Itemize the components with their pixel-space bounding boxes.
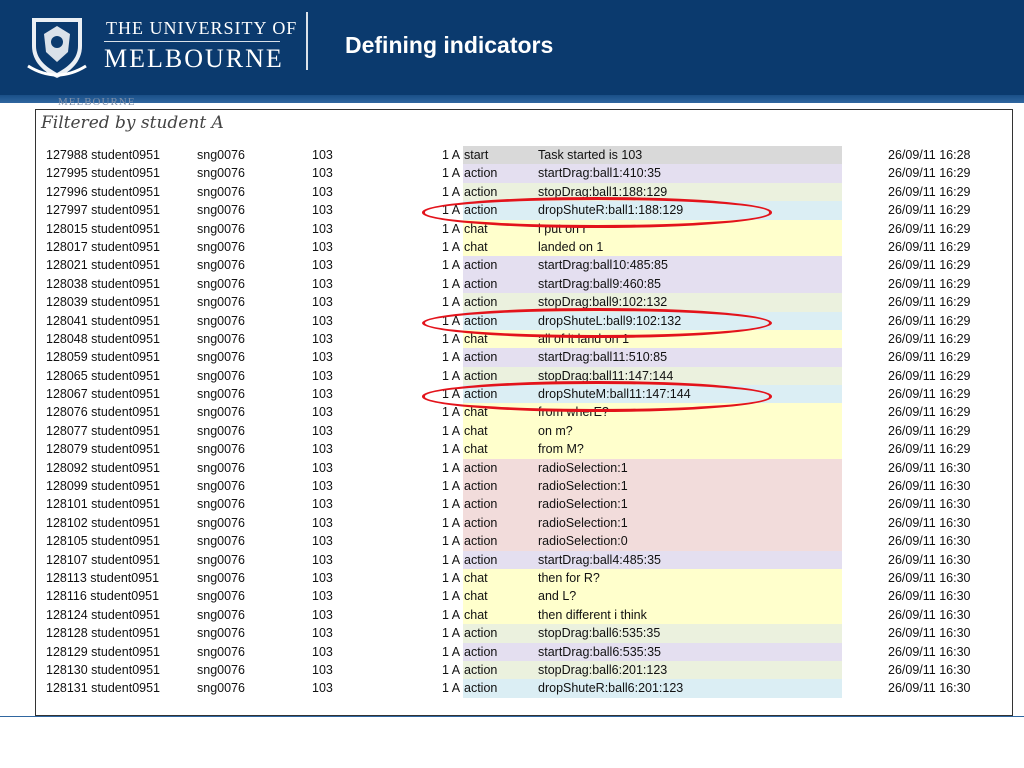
log-row — [36, 569, 1012, 587]
datetime: 26/09/11 16:30 — [888, 552, 971, 567]
row-id: 128059 student0951 — [46, 350, 160, 365]
event-text: stopDrag:ball9:102:132 — [538, 295, 668, 310]
task-number: 103 — [312, 515, 333, 530]
datetime: 26/09/11 16:29 — [888, 166, 971, 181]
log-row — [36, 220, 1012, 238]
event-type: action — [464, 460, 498, 475]
event-text: radioSelection:1 — [538, 515, 628, 530]
log-row — [36, 422, 1012, 440]
event-type: chat — [464, 607, 488, 622]
session-id: sng0076 — [197, 166, 245, 181]
group: 1 A — [442, 368, 461, 383]
log-row — [36, 256, 1012, 274]
log-row — [36, 661, 1012, 679]
event-text: and L? — [538, 589, 577, 604]
log-row — [36, 440, 1012, 458]
group: 1 A — [442, 221, 461, 236]
group: 1 A — [442, 552, 461, 567]
row-highlight — [463, 532, 842, 550]
group: 1 A — [442, 239, 461, 254]
event-text: startDrag:ball1:410:35 — [538, 166, 661, 181]
event-type: action — [464, 276, 498, 291]
task-number: 103 — [312, 203, 333, 218]
datetime: 26/09/11 16:29 — [888, 313, 971, 328]
event-text: landed on 1 — [538, 239, 604, 254]
event-type: action — [464, 515, 498, 530]
task-number: 103 — [312, 644, 333, 659]
row-highlight — [463, 477, 842, 495]
group: 1 A — [442, 460, 461, 475]
datetime: 26/09/11 16:29 — [888, 405, 971, 420]
datetime: 26/09/11 16:29 — [888, 295, 971, 310]
row-highlight — [463, 440, 842, 458]
row-highlight — [463, 403, 842, 421]
row-id: 128067 student0951 — [46, 387, 160, 402]
log-row — [36, 367, 1012, 385]
group: 1 A — [442, 534, 461, 549]
session-id: sng0076 — [197, 405, 245, 420]
session-id: sng0076 — [197, 148, 245, 162]
log-row — [36, 606, 1012, 624]
row-id: 128124 student0951 — [46, 607, 160, 622]
group: 1 A — [442, 405, 461, 420]
session-id: sng0076 — [197, 570, 245, 585]
datetime: 26/09/11 16:29 — [888, 331, 971, 346]
group: 1 A — [442, 331, 461, 346]
event-type: action — [464, 681, 498, 696]
row-id: 128079 student0951 — [46, 442, 160, 457]
group: 1 A — [442, 479, 461, 494]
datetime: 26/09/11 16:30 — [888, 515, 971, 530]
session-id: sng0076 — [197, 221, 245, 236]
group: 1 A — [442, 589, 461, 604]
session-id: sng0076 — [197, 479, 245, 494]
event-text: startDrag:ball10:485:85 — [538, 258, 668, 273]
session-id: sng0076 — [197, 681, 245, 696]
task-number: 103 — [312, 387, 333, 402]
row-id: 128113 student0951 — [46, 570, 160, 585]
datetime: 26/09/11 16:29 — [888, 276, 971, 291]
event-text: radioSelection:1 — [538, 497, 628, 512]
event-text: stopDrag:ball6:535:35 — [538, 626, 661, 641]
row-highlight — [463, 606, 842, 624]
group: 1 A — [442, 350, 461, 365]
event-text: i put on r — [538, 221, 587, 236]
event-text: from wherE? — [538, 405, 609, 420]
task-number: 103 — [312, 626, 333, 641]
session-id: sng0076 — [197, 313, 245, 328]
row-id: 128077 student0951 — [46, 423, 160, 438]
group: 1 A — [442, 442, 461, 457]
header-stripe — [0, 95, 1024, 103]
group: 1 A — [442, 313, 461, 328]
datetime: 26/09/11 16:29 — [888, 258, 971, 273]
event-type: action — [464, 662, 498, 677]
event-text: radioSelection:0 — [538, 534, 628, 549]
footer-line — [0, 716, 1024, 717]
session-id: sng0076 — [197, 515, 245, 530]
group: 1 A — [442, 387, 461, 402]
event-type: action — [464, 644, 498, 659]
task-number: 103 — [312, 662, 333, 677]
datetime: 26/09/11 16:30 — [888, 534, 971, 549]
session-id: sng0076 — [197, 295, 245, 310]
task-number: 103 — [312, 460, 333, 475]
datetime: 26/09/11 16:30 — [888, 460, 971, 475]
log-row — [36, 275, 1012, 293]
row-highlight — [463, 495, 842, 513]
event-type: chat — [464, 221, 488, 236]
task-number: 103 — [312, 534, 333, 549]
row-id: 127995 student0951 — [46, 166, 160, 181]
event-text: on m? — [538, 423, 573, 438]
session-id: sng0076 — [197, 203, 245, 218]
row-highlight — [463, 459, 842, 477]
task-number: 103 — [312, 239, 333, 254]
row-id: 128129 student0951 — [46, 644, 160, 659]
session-id: sng0076 — [197, 442, 245, 457]
row-id: 128102 student0951 — [46, 515, 160, 530]
event-text: startDrag:ball9:460:85 — [538, 276, 661, 291]
event-type: chat — [464, 423, 488, 438]
event-text: dropShuteR:ball1:188:129 — [538, 203, 684, 218]
log-row — [36, 293, 1012, 311]
row-id: 128015 student0951 — [46, 221, 160, 236]
task-number: 103 — [312, 166, 333, 181]
event-type: chat — [464, 331, 488, 346]
row-id: 128021 student0951 — [46, 258, 160, 273]
event-text: radioSelection:1 — [538, 479, 628, 494]
university-name-divider — [104, 41, 280, 42]
task-number: 103 — [312, 258, 333, 273]
group: 1 A — [442, 423, 461, 438]
row-id: 128038 student0951 — [46, 276, 160, 291]
row-id: 128107 student0951 — [46, 552, 160, 567]
row-highlight — [463, 238, 842, 256]
event-type: chat — [464, 239, 488, 254]
row-id: 128076 student0951 — [46, 405, 160, 420]
group: 1 A — [442, 148, 461, 162]
event-text: stopDrag:ball11:147:144 — [538, 368, 674, 383]
group: 1 A — [442, 184, 461, 199]
group: 1 A — [442, 626, 461, 641]
header-banner — [0, 0, 1024, 95]
row-id: 128041 student0951 — [46, 313, 160, 328]
task-number: 103 — [312, 497, 333, 512]
row-id: 128048 student0951 — [46, 331, 160, 346]
task-number: 103 — [312, 350, 333, 365]
event-text: dropShuteL:ball9:102:132 — [538, 313, 682, 328]
event-text: radioSelection:1 — [538, 460, 628, 475]
task-number: 103 — [312, 331, 333, 346]
event-text: dropShuteM:ball11:147:144 — [538, 387, 691, 402]
task-number: 103 — [312, 221, 333, 236]
session-id: sng0076 — [197, 460, 245, 475]
university-name-line1: THE UNIVERSITY OF — [106, 18, 298, 38]
task-number: 103 — [312, 681, 333, 696]
row-id: 128128 student0951 — [46, 626, 160, 641]
log-row — [36, 238, 1012, 256]
event-type: chat — [464, 570, 488, 585]
session-id: sng0076 — [197, 589, 245, 604]
event-type: action — [464, 387, 498, 402]
datetime: 26/09/11 16:29 — [888, 350, 971, 365]
group: 1 A — [442, 662, 461, 677]
event-text: startDrag:ball6:535:35 — [538, 644, 661, 659]
task-number: 103 — [312, 405, 333, 420]
task-number: 103 — [312, 589, 333, 604]
session-id: sng0076 — [197, 239, 245, 254]
group: 1 A — [442, 570, 461, 585]
group: 1 A — [442, 203, 461, 218]
row-highlight — [463, 587, 842, 605]
log-row — [36, 643, 1012, 661]
datetime: 26/09/11 16:30 — [888, 662, 971, 677]
event-type: action — [464, 552, 498, 567]
log-row — [36, 532, 1012, 550]
datetime: 26/09/11 16:30 — [888, 644, 971, 659]
log-row — [36, 312, 1012, 330]
event-type: action — [464, 479, 498, 494]
event-type: chat — [464, 442, 488, 457]
group: 1 A — [442, 258, 461, 273]
event-type: action — [464, 497, 498, 512]
session-id: sng0076 — [197, 368, 245, 383]
log-row — [36, 477, 1012, 495]
group: 1 A — [442, 607, 461, 622]
event-type: action — [464, 166, 498, 181]
event-text: all of it land on 1 — [538, 331, 630, 346]
session-id: sng0076 — [197, 552, 245, 567]
university-crest-icon — [24, 12, 90, 80]
task-number: 103 — [312, 442, 333, 457]
event-type: action — [464, 534, 498, 549]
event-text: then different i think — [538, 607, 647, 622]
event-type: action — [464, 295, 498, 310]
row-id: 127988 student0951 — [46, 148, 160, 162]
row-highlight — [463, 422, 842, 440]
datetime: 26/09/11 16:30 — [888, 626, 971, 641]
log-row — [36, 587, 1012, 605]
session-id: sng0076 — [197, 387, 245, 402]
event-type: action — [464, 184, 498, 199]
header-divider — [306, 12, 308, 70]
session-id: sng0076 — [197, 497, 245, 512]
group: 1 A — [442, 166, 461, 181]
row-id: 128105 student0951 — [46, 534, 160, 549]
group: 1 A — [442, 681, 461, 696]
event-text: startDrag:ball11:510:85 — [538, 350, 668, 365]
task-number: 103 — [312, 607, 333, 622]
log-row — [36, 495, 1012, 513]
group: 1 A — [442, 295, 461, 310]
row-id: 127997 student0951 — [46, 203, 160, 218]
task-number: 103 — [312, 479, 333, 494]
row-id: 128131 student0951 — [46, 681, 160, 696]
panel-subtitle: Filtered by student A — [41, 113, 224, 133]
datetime: 26/09/11 16:29 — [888, 184, 971, 199]
task-number: 103 — [312, 552, 333, 567]
row-highlight — [463, 220, 842, 238]
event-type: start — [464, 148, 489, 162]
row-id: 128116 student0951 — [46, 589, 160, 604]
task-number: 103 — [312, 276, 333, 291]
datetime: 26/09/11 16:29 — [888, 203, 971, 218]
task-number: 103 — [312, 368, 333, 383]
row-highlight — [463, 146, 842, 164]
event-type: action — [464, 368, 498, 383]
row-highlight — [463, 330, 842, 348]
datetime: 26/09/11 16:29 — [888, 442, 971, 457]
log-row — [36, 403, 1012, 421]
event-text: dropShuteR:ball6:201:123 — [538, 681, 684, 696]
task-number: 103 — [312, 570, 333, 585]
group: 1 A — [442, 644, 461, 659]
datetime: 26/09/11 16:30 — [888, 479, 971, 494]
row-highlight — [463, 514, 842, 532]
datetime: 26/09/11 16:29 — [888, 368, 971, 383]
row-id: 128101 student0951 — [46, 497, 160, 512]
log-row — [36, 551, 1012, 569]
session-id: sng0076 — [197, 626, 245, 641]
row-id: 128039 student0951 — [46, 295, 160, 310]
row-id: 127996 student0951 — [46, 184, 160, 199]
log-row — [36, 459, 1012, 477]
task-number: 103 — [312, 295, 333, 310]
group: 1 A — [442, 515, 461, 530]
datetime: 26/09/11 16:30 — [888, 681, 971, 696]
session-id: sng0076 — [197, 534, 245, 549]
task-number: 103 — [312, 184, 333, 199]
row-id: 128017 student0951 — [46, 239, 160, 254]
log-row — [36, 385, 1012, 403]
task-number: 103 — [312, 423, 333, 438]
datetime: 26/09/11 16:30 — [888, 607, 971, 622]
log-row — [36, 624, 1012, 642]
row-id: 128092 student0951 — [46, 460, 160, 475]
event-type: action — [464, 626, 498, 641]
log-row — [36, 514, 1012, 532]
datetime: 26/09/11 16:30 — [888, 570, 971, 585]
session-id: sng0076 — [197, 331, 245, 346]
log-panel — [35, 109, 1013, 716]
event-text: stopDrag:ball6:201:123 — [538, 662, 668, 677]
university-name-line2: MELBOURNE — [104, 44, 284, 73]
session-id: sng0076 — [197, 607, 245, 622]
log-row — [36, 348, 1012, 366]
event-type: action — [464, 313, 498, 328]
log-row — [36, 330, 1012, 348]
event-type: action — [464, 258, 498, 273]
task-number: 103 — [312, 148, 333, 162]
task-number: 103 — [312, 313, 333, 328]
datetime: 26/09/11 16:29 — [888, 239, 971, 254]
datetime: 26/09/11 16:30 — [888, 589, 971, 604]
log-table — [36, 146, 1012, 698]
log-row — [36, 164, 1012, 182]
log-row — [36, 183, 1012, 201]
event-text: Task started is 103 — [538, 148, 643, 162]
session-id: sng0076 — [197, 644, 245, 659]
datetime: 26/09/11 16:29 — [888, 387, 971, 402]
log-row — [36, 679, 1012, 697]
event-text: startDrag:ball4:485:35 — [538, 552, 661, 567]
datetime: 26/09/11 16:28 — [888, 148, 971, 162]
log-row — [36, 146, 1012, 164]
ghost-text: MELBOURNE — [58, 96, 136, 108]
row-id: 128099 student0951 — [46, 479, 160, 494]
row-id: 128065 student0951 — [46, 368, 160, 383]
event-type: chat — [464, 589, 488, 604]
datetime: 26/09/11 16:29 — [888, 423, 971, 438]
session-id: sng0076 — [197, 184, 245, 199]
row-id: 128130 student0951 — [46, 662, 160, 677]
session-id: sng0076 — [197, 423, 245, 438]
group: 1 A — [442, 497, 461, 512]
datetime: 26/09/11 16:30 — [888, 497, 971, 512]
event-type: chat — [464, 405, 488, 420]
session-id: sng0076 — [197, 258, 245, 273]
event-text: then for R? — [538, 570, 600, 585]
row-highlight — [463, 569, 842, 587]
session-id: sng0076 — [197, 662, 245, 677]
log-row — [36, 201, 1012, 219]
event-type: action — [464, 203, 498, 218]
event-text: stopDrag:ball1:188:129 — [538, 184, 668, 199]
slide-title: Defining indicators — [345, 32, 554, 58]
datetime: 26/09/11 16:29 — [888, 221, 971, 236]
session-id: sng0076 — [197, 350, 245, 365]
group: 1 A — [442, 276, 461, 291]
event-type: action — [464, 350, 498, 365]
event-text: from M? — [538, 442, 584, 457]
session-id: sng0076 — [197, 276, 245, 291]
